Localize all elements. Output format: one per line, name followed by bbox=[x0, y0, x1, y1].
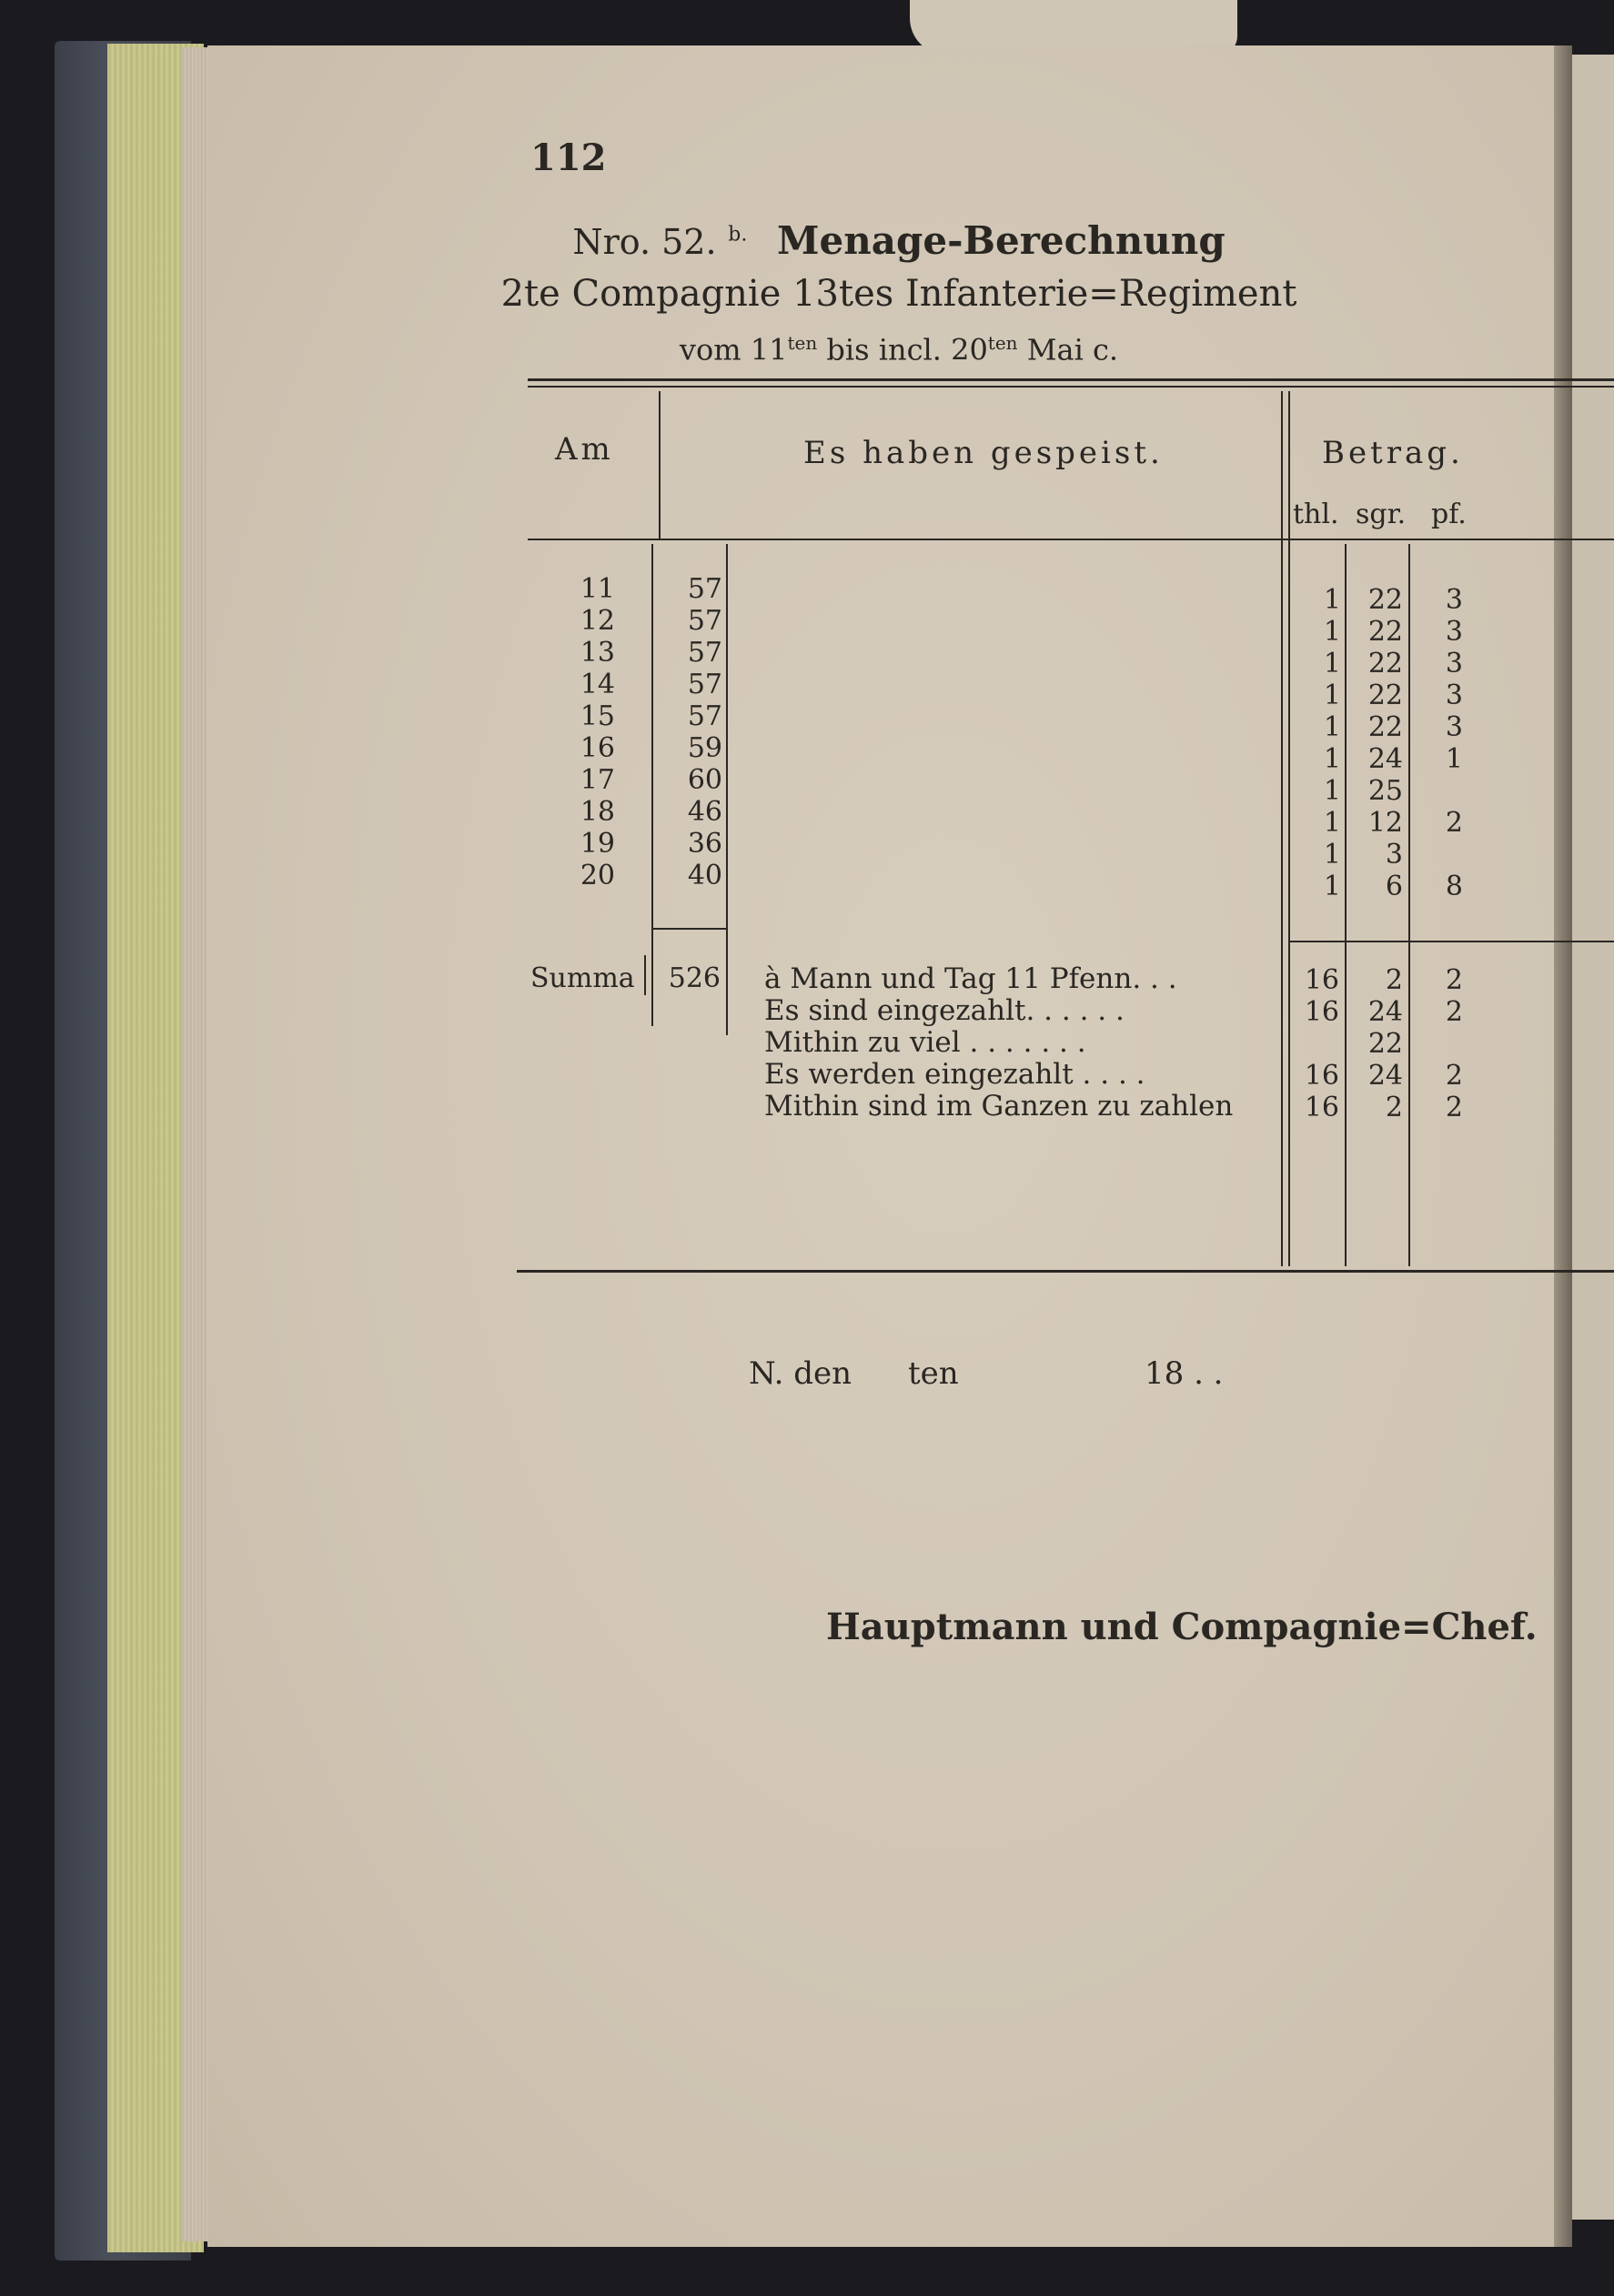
footer-year: 18 . . bbox=[1145, 1355, 1224, 1392]
summary-text: à Mann und Tag 11 Pfenn. . . bbox=[764, 962, 1177, 995]
row-am: 16 bbox=[580, 732, 615, 764]
row-count: 57 bbox=[687, 669, 722, 700]
summary-pf: 2 bbox=[1445, 996, 1463, 1028]
summary-sgr: 2 bbox=[1385, 964, 1403, 996]
summary-thl: 16 bbox=[1304, 1060, 1339, 1092]
period-line: vom $11^{ten}$ bis incl. $20^{ten}$ Mai c. bbox=[679, 332, 1119, 368]
summary-pf: 2 bbox=[1445, 1092, 1463, 1123]
betrag-subtotal-rule bbox=[1288, 941, 1614, 942]
body-rule-count-left bbox=[651, 544, 653, 1026]
header-pf: pf. bbox=[1431, 498, 1467, 530]
row-sgr: 22 bbox=[1367, 711, 1403, 743]
summa-rule-left bbox=[644, 955, 646, 995]
row-thl: 1 bbox=[1323, 743, 1341, 775]
header-betrag: Betrag. bbox=[1322, 435, 1464, 471]
row-count: 36 bbox=[687, 828, 722, 860]
row-sgr: 25 bbox=[1367, 775, 1403, 807]
row-am: 12 bbox=[580, 605, 615, 637]
row-sgr: 24 bbox=[1367, 743, 1403, 775]
row-thl: 1 bbox=[1323, 616, 1341, 648]
row-thl: 1 bbox=[1323, 584, 1341, 616]
body-rule-thl bbox=[1345, 544, 1347, 1266]
summa-label: Summa bbox=[530, 962, 635, 994]
row-sgr: 22 bbox=[1367, 680, 1403, 711]
summary-thl: 16 bbox=[1304, 1092, 1339, 1123]
row-thl: 1 bbox=[1323, 680, 1341, 711]
row-am: 18 bbox=[580, 796, 615, 828]
row-am: 14 bbox=[580, 669, 615, 700]
row-sgr: 22 bbox=[1367, 648, 1403, 680]
row-pf: 3 bbox=[1445, 616, 1463, 648]
summary-text: Es werden eingezahlt . . . . bbox=[764, 1058, 1145, 1091]
table-top-rule bbox=[528, 378, 1614, 381]
form-number: Nro. 52. bbox=[572, 222, 717, 262]
count-subtotal-rule bbox=[653, 928, 726, 930]
row-sgr: 22 bbox=[1367, 584, 1403, 616]
table-bottom-rule bbox=[517, 1270, 1614, 1273]
header-sgr: sgr. bbox=[1356, 498, 1407, 530]
summary-sgr: 24 bbox=[1367, 996, 1403, 1028]
summary-text: Es sind eingezahlt. . . . . . bbox=[764, 994, 1125, 1027]
row-thl: 1 bbox=[1323, 648, 1341, 680]
header-am: Am bbox=[555, 431, 614, 468]
row-sgr: 6 bbox=[1385, 871, 1403, 902]
table-top-rule-2 bbox=[528, 386, 1614, 388]
summary-thl: 16 bbox=[1304, 964, 1339, 996]
form-number-suffix: b. bbox=[728, 223, 748, 247]
page-number: 112 bbox=[530, 136, 607, 179]
row-thl: 1 bbox=[1323, 711, 1341, 743]
unit-line: 2te Compagnie 13tes Infanterie=Regiment bbox=[500, 273, 1297, 315]
summary-text: Mithin zu viel . . . . . . . bbox=[764, 1026, 1086, 1059]
row-am: 20 bbox=[580, 860, 615, 891]
summa-count: 526 bbox=[668, 962, 721, 994]
row-pf: 3 bbox=[1445, 648, 1463, 680]
row-pf: 3 bbox=[1445, 584, 1463, 616]
row-thl: 1 bbox=[1323, 871, 1341, 902]
summary-sgr: 2 bbox=[1385, 1092, 1403, 1123]
row-count: 40 bbox=[687, 860, 722, 891]
header-bottom-rule bbox=[528, 539, 1614, 540]
summary-text: Mithin sind im Ganzen zu zahlen bbox=[764, 1090, 1234, 1123]
row-thl: 1 bbox=[1323, 807, 1341, 839]
row-pf: 3 bbox=[1445, 711, 1463, 743]
row-sgr: 22 bbox=[1367, 616, 1403, 648]
row-sgr: 12 bbox=[1367, 807, 1403, 839]
footer-place: N. den bbox=[749, 1355, 852, 1392]
row-count: 46 bbox=[687, 796, 722, 828]
col-divider-am bbox=[659, 391, 661, 539]
row-pf: 8 bbox=[1445, 871, 1463, 902]
signature-line: Hauptmann und Compagnie=Chef. bbox=[826, 1606, 1538, 1648]
row-count: 59 bbox=[687, 732, 722, 764]
col-divider-betrag-2 bbox=[1288, 391, 1290, 1266]
row-pf: 1 bbox=[1445, 743, 1463, 775]
header-thl: thl. bbox=[1293, 498, 1339, 530]
summary-sgr: 22 bbox=[1367, 1028, 1403, 1060]
row-am: 19 bbox=[580, 828, 615, 860]
row-count: 60 bbox=[687, 764, 722, 796]
row-count: 57 bbox=[687, 605, 722, 637]
body-rule-count-right bbox=[726, 544, 728, 1035]
summary-pf: 2 bbox=[1445, 1060, 1463, 1092]
row-thl: 1 bbox=[1323, 839, 1341, 871]
form-title bbox=[226, 218, 1572, 263]
row-am: 15 bbox=[580, 700, 615, 732]
row-am: 13 bbox=[580, 637, 615, 669]
document-page bbox=[207, 45, 1554, 2247]
summary-sgr: 24 bbox=[1367, 1060, 1403, 1092]
summary-pf: 2 bbox=[1445, 964, 1463, 996]
row-sgr: 3 bbox=[1385, 839, 1403, 871]
form-heading: Menage-Berechnung bbox=[777, 218, 1226, 263]
row-am: 11 bbox=[580, 573, 615, 605]
row-count: 57 bbox=[687, 700, 722, 732]
col-divider-betrag bbox=[1281, 391, 1283, 1266]
footer-day-suffix: ten bbox=[908, 1355, 959, 1392]
row-pf: 2 bbox=[1445, 807, 1463, 839]
row-count: 57 bbox=[687, 573, 722, 605]
row-pf: 3 bbox=[1445, 680, 1463, 711]
row-thl: 1 bbox=[1323, 775, 1341, 807]
header-gespeist: Es haben gespeist. bbox=[803, 435, 1164, 471]
row-am: 17 bbox=[580, 764, 615, 796]
row-count: 57 bbox=[687, 637, 722, 669]
body-rule-sgr bbox=[1408, 544, 1410, 1266]
summary-thl: 16 bbox=[1304, 996, 1339, 1028]
